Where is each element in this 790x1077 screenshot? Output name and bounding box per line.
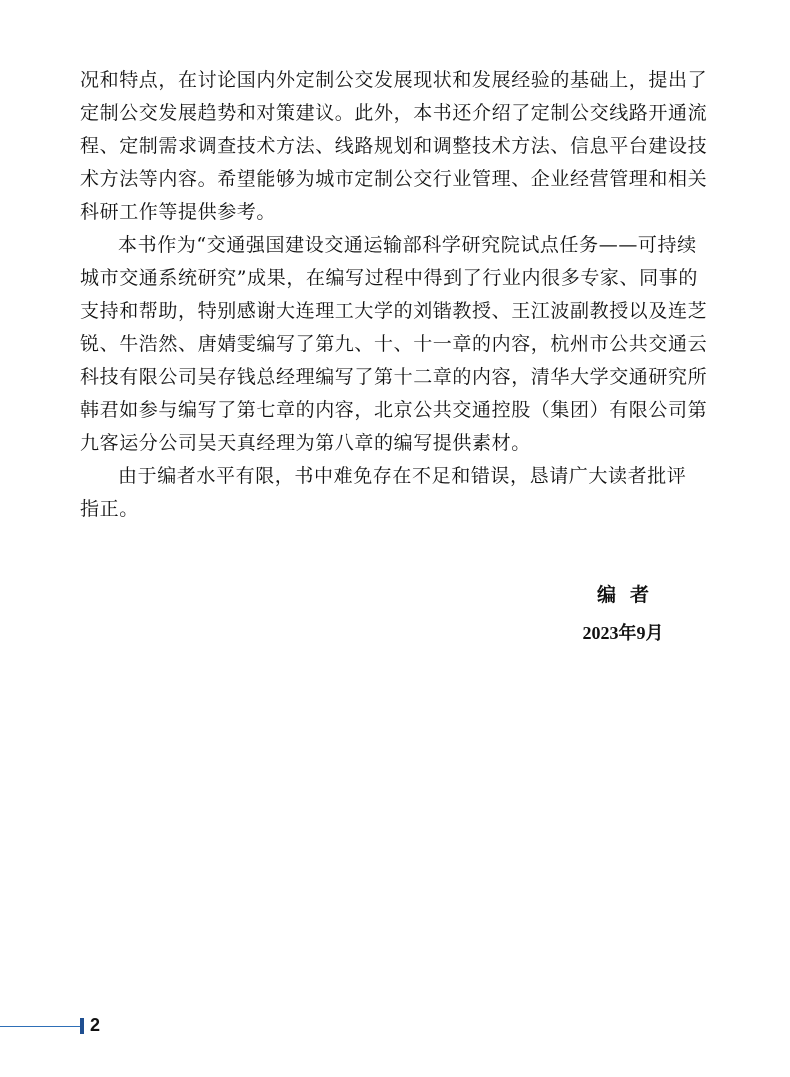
footer-rule: [0, 1026, 80, 1027]
text-line: 城市交通系统研究”成果，在编写过程中得到了行业内很多专家、同事的: [80, 267, 698, 289]
footer-bar-icon: [80, 1018, 84, 1034]
text-line: 指正。: [80, 498, 139, 520]
page-footer: [0, 1014, 140, 1038]
text-line: 科技有限公司吴存钱总经理编写了第十二章的内容，清华大学交通研究所: [80, 366, 708, 388]
preface-body: [80, 64, 720, 526]
text-line: 九客运分公司吴天真经理为第八章的编写提供素材。: [80, 432, 531, 454]
text-line: 支持和帮助，特别感谢大连理工大学的刘锴教授、王江波副教授以及连芝: [80, 300, 708, 322]
text-line: 术方法等内容。希望能够为城市定制公交行业管理、企业经营管理和相关: [80, 168, 708, 190]
text-line: 由于编者水平有限，书中难免存在不足和错误，恳请广大读者批评: [118, 465, 687, 487]
text-line: 锐、牛浩然、唐婧雯编写了第九、十、十一章的内容，杭州市公共交通云: [80, 333, 708, 355]
text-line: 科研工作等提供参考。: [80, 201, 277, 223]
text-line: 定制公交发展趋势和对策建议。此外，本书还介绍了定制公交线路开通流: [80, 102, 708, 124]
author-signature: 编者: [596, 584, 663, 606]
text-line: 程、定制需求调查技术方法、线路规划和调整技术方法、信息平台建设技: [80, 135, 708, 157]
signature-block: [568, 578, 678, 650]
text-line: 本书作为“交通强国建设交通运输部科学研究院试点任务——可持续: [118, 234, 697, 256]
signature-date: 2023年9月: [582, 623, 664, 643]
text-line: 韩君如参与编写了第七章的内容，北京公共交通控股（集团）有限公司第: [80, 399, 708, 421]
page-number: 2: [90, 1015, 101, 1035]
text-line: 况和特点，在讨论国内外定制公交发展现状和发展经验的基础上，提出了: [80, 69, 708, 91]
